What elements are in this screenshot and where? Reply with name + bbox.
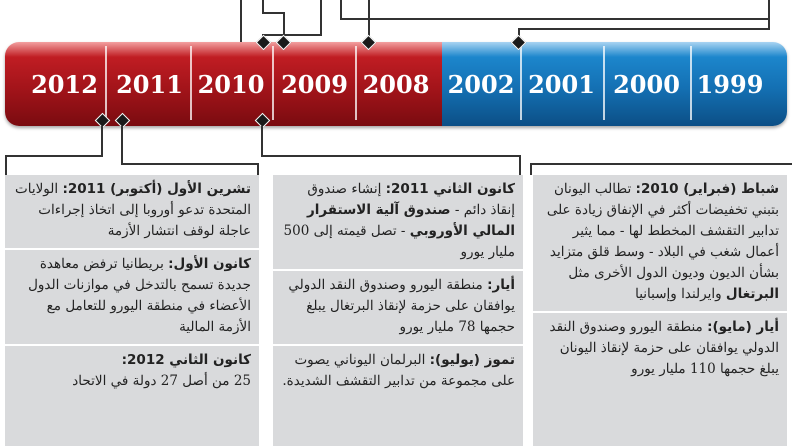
panel-2010 <box>533 175 787 446</box>
panel-2011-2012 <box>5 175 259 446</box>
event-text: وايرلندا وإسبانيا <box>635 286 722 302</box>
event-entry <box>5 250 259 346</box>
connector-line <box>262 34 322 36</box>
connector-line <box>768 0 770 30</box>
event-text: تطالب اليونان بتبني تخفيضات أكثر في الإنفاق زيادة على تدابير التقشف المخطط لها - مما يثير أعمال شغب في البلاد - وسط قلق متزايد بشأن الديون وديون الدول الأخرى مثل <box>546 181 779 281</box>
event-date: كانون الثاني 2012: <box>121 352 251 368</box>
event-entry <box>273 175 523 271</box>
connector-line <box>320 0 322 36</box>
year-2000: 2000 <box>613 70 680 99</box>
connector-line <box>530 163 532 175</box>
connector-line <box>340 18 770 20</box>
year-2008: 2008 <box>362 70 430 99</box>
year-2012: 2012 <box>31 70 98 99</box>
connector-line <box>5 155 7 175</box>
event-date: كانون الأول: <box>168 256 251 272</box>
connector-line <box>121 126 123 164</box>
connector-line <box>519 155 521 175</box>
connector-line <box>518 28 768 30</box>
year-2009: 2009 <box>281 70 348 99</box>
year-1999: 1999 <box>696 70 764 99</box>
event-entry <box>5 346 259 398</box>
year-2001: 2001 <box>528 70 595 99</box>
event-date: تموز (يوليو): <box>429 352 515 368</box>
connector-line <box>262 12 284 14</box>
connector-line <box>101 126 103 156</box>
event-entry <box>273 271 523 346</box>
event-text: منطقة اليورو وصندوق النقد الدولي يوافقان على حزمة لإنقاذ البرتغال يبلغ حجمها 78 مليار يورو <box>288 277 515 335</box>
connector-line <box>530 163 792 165</box>
event-text: الولايات المتحدة تدعو أوروبا إلى اتخاذ إجراءات عاجلة لوقف انتشار الأزمة <box>15 181 251 239</box>
event-date: كانون الثاني 2011: <box>385 181 515 197</box>
event-highlight: صندوق آلية الاستقرار المالي الأوروبي <box>306 202 515 239</box>
event-text: البرلمان اليوناني يصوت على مجموعة من تدابير التقشف الشديدة. <box>282 352 515 389</box>
year-2002: 2002 <box>447 70 515 99</box>
connector-line <box>5 155 103 157</box>
event-entry <box>5 175 259 250</box>
connector-line <box>261 155 521 157</box>
event-text: منطقة اليورو وصندوق النقد الدولي يوافقان على حزمة لإنقاذ اليونان يبلغ حجمها 110 مليار يورو <box>549 319 779 377</box>
connector-line <box>257 163 259 175</box>
event-date: تشرين الأول (أكتوبر) 2011: <box>62 181 251 197</box>
connector-line <box>261 126 263 156</box>
event-entry <box>273 346 523 398</box>
event-entry <box>533 313 787 386</box>
year-2011: 2011 <box>116 70 183 99</box>
connector-line <box>121 163 259 165</box>
year-2010: 2010 <box>197 70 265 99</box>
event-highlight: البرتغال <box>725 286 779 302</box>
connector-line <box>340 0 342 20</box>
connector-line <box>240 0 242 42</box>
event-text: إنشاء صندوق إنقاذ دائم - <box>307 181 515 218</box>
event-text: - تصل قيمته إلى 500 مليار يورو <box>283 223 515 260</box>
event-text: 25 من أصل 27 دولة في الاتحاد <box>72 373 251 389</box>
event-text: بريطانيا ترفض معاهدة جديدة تسمح بالتدخل في موازنات الدول الأعضاء في منطقة اليورو للتعامل مع الأزمة المالية <box>28 256 251 335</box>
event-entry <box>533 175 787 313</box>
panel-2011 <box>273 175 523 446</box>
event-date: أيار (مايو): <box>707 319 779 335</box>
event-date: أيار: <box>487 277 515 293</box>
event-date: شباط (فبراير) 2010: <box>635 181 779 197</box>
